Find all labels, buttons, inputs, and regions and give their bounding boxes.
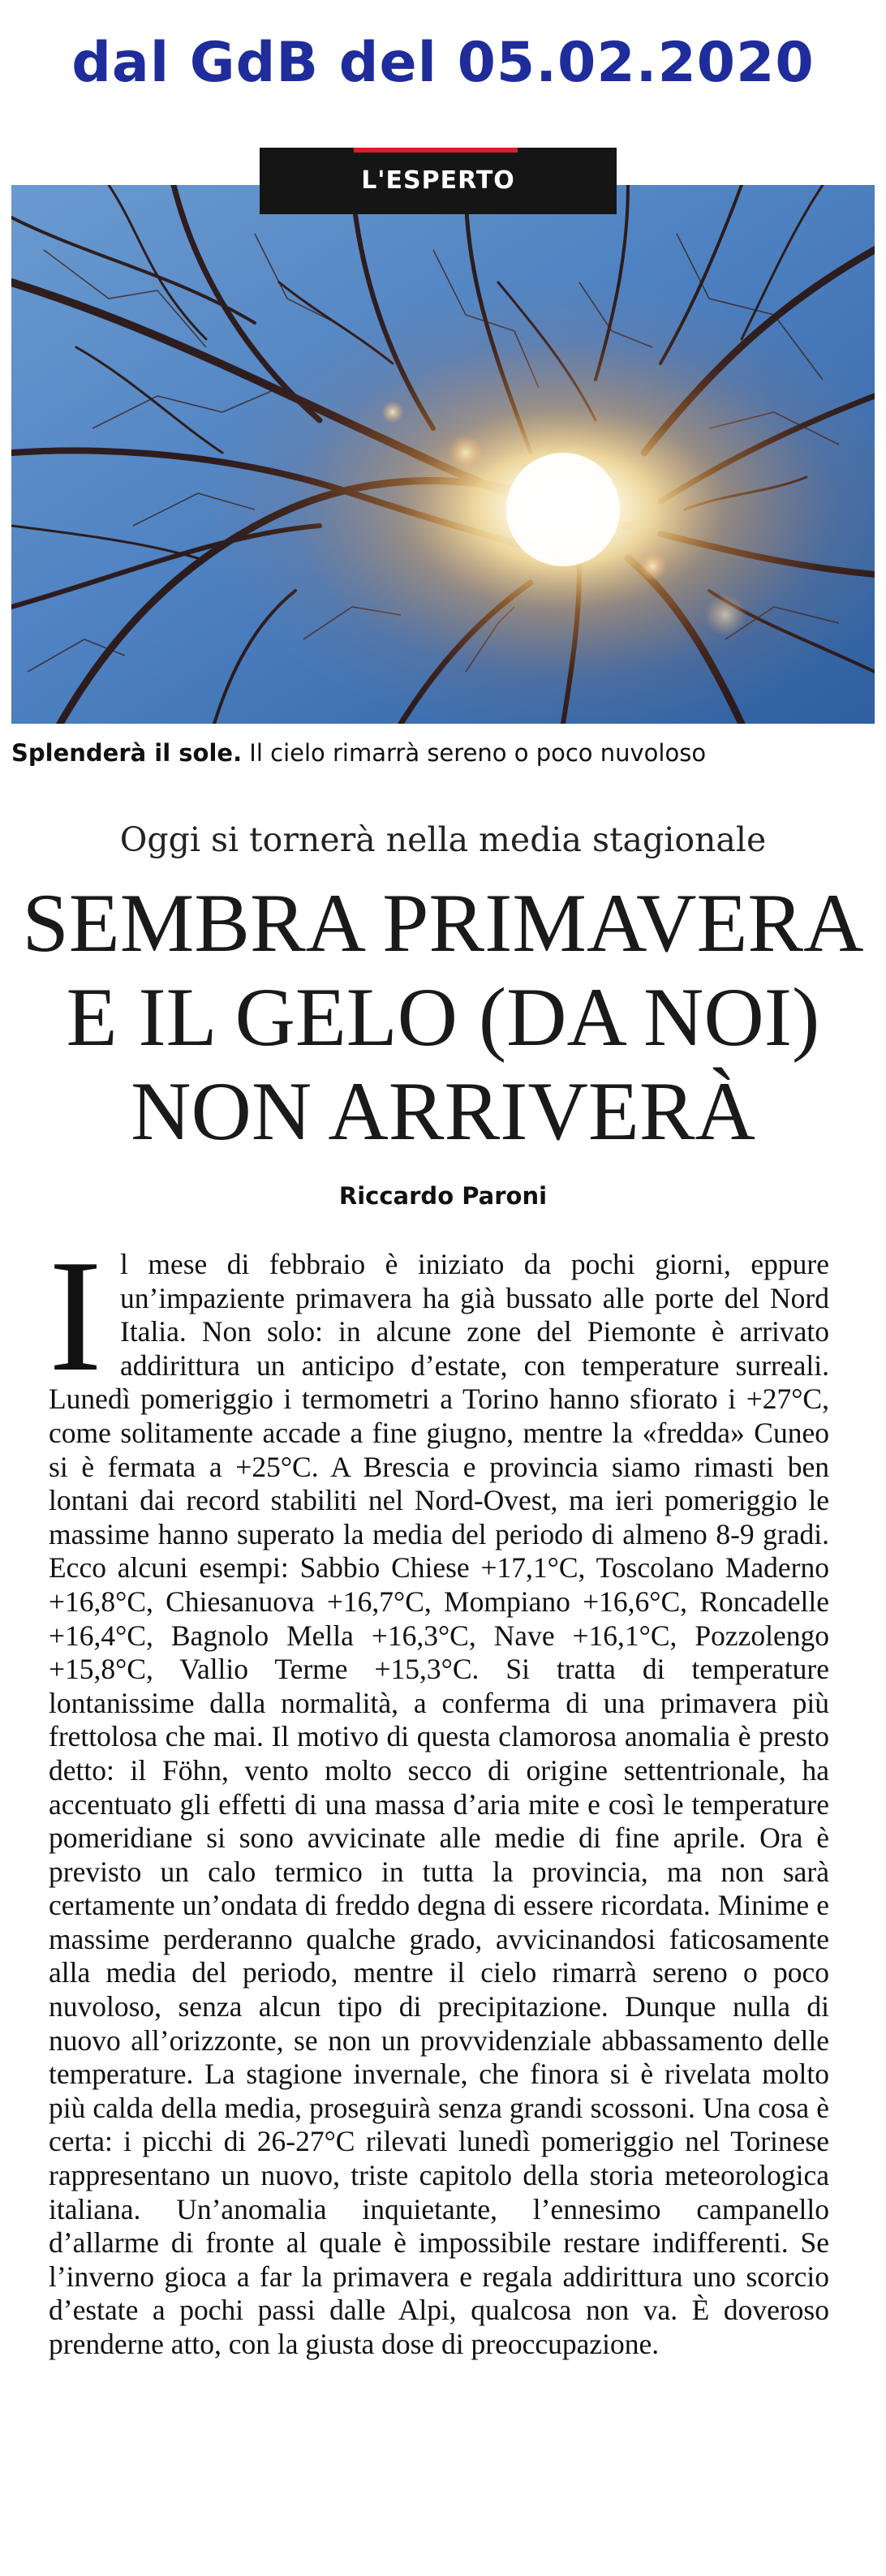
section-kicker — [260, 148, 617, 214]
article-byline: Riccardo Paroni — [338, 1182, 548, 1210]
headline-line: SEMBRA PRIMAVERA — [22, 877, 864, 970]
article-photo — [11, 185, 875, 724]
headline-line: E IL GELO (DA NOI) — [66, 971, 820, 1064]
caption-lead: Splenderà il sole. — [11, 739, 243, 767]
kicker-label: L'ESPERTO — [361, 166, 515, 195]
photo-caption — [11, 737, 875, 769]
kicker-accent-bar — [354, 148, 518, 153]
source-date-line: dal GdB del 05.02.2020 — [71, 31, 815, 95]
headline-line: NON ARRIVERÀ — [131, 1065, 755, 1158]
article-body-text: l mese di febbraio è iniziato da pochi giorni, eppure un’impaziente primavera ha già bussato alle porte del Nord Italia. Non solo: in alcune zone del Piemonte è arrivato addirittura un anticipo d’estate, con temperature surreali. Lunedì pomeriggio i termometri a Torino hanno sfiorato i +27°C, come solitamente accade a fine giugno, mentre la «fredda» Cuneo si è fermata a +25°C. A Brescia e provincia siamo rimasti ben lontani dai record stabiliti nel Nord-Ovest, ma ieri pomeriggio le massime hanno superato la media del periodo di almeno 8-9 gradi. Ecco alcuni esempi: Sabbio Chiese +17,1°C, Toscolano Maderno +16,8°C, Chiesanuova +16,7°C, Mompiano +16,6°C, Roncadelle +16,4°C, Bagnolo Mella +16,3°C, Nave +16,1°C, Pozzolengo +15,8°C, Vallio Terme +15,3°C. Si tratta di temperature lontanissime dalla normalità, a conferma di una primavera più frettolosa che mai. Il motivo di questa clamorosa anomalia è presto detto: il Föhn, vento molto secco di origine settentrionale, ha accentuato gli effetti di una massa d’aria mite e così le temperature pomeridiane si sono avvicinate alle medie di fine aprile. Ora è previsto un calo termico in tutta la provincia, ma non sarà certamente un’ondata di freddo degna di essere ricordata. Minime e massime perderanno qualche grado, avvicinandosi faticosamente alla media del periodo, mentre il cielo rimarrà sereno o poco nuvoloso, senza alcun tipo di precipitazione. Dunque nulla di nuovo all’orizzonte, se non un provvidenziale abbassamento delle temperature. La stagione invernale, che finora si è rivelata molto più calda della media, proseguirà senza grandi scossoni. Una cosa è certa: i picchi di 26-27°C rilevati lunedì pomeriggio nel Torinese rappresentano un nuovo, triste capitolo della storia meteorologica italiana. Un’anomalia inquietante, l’ennesimo campanello d’allarme di fronte al quale è impossibile restare indifferenti. Se l’inverno gioca a far la primavera e regala addirittura uno scorcio d’estate a pochi passi dalle Alpi, qualcosa non va. È doveroso prenderne atto, con la giusta dose di preoccupazione. — [49, 1248, 829, 2360]
caption-text: Il cielo rimarrà sereno o poco nuvoloso — [242, 739, 707, 767]
drop-cap: I — [49, 1227, 102, 1404]
article-headline — [0, 876, 886, 1159]
article-body — [49, 1227, 829, 2362]
article-subhead: Oggi si tornerà nella media stagionale — [119, 820, 767, 859]
sun-through-branches-image — [11, 185, 875, 724]
